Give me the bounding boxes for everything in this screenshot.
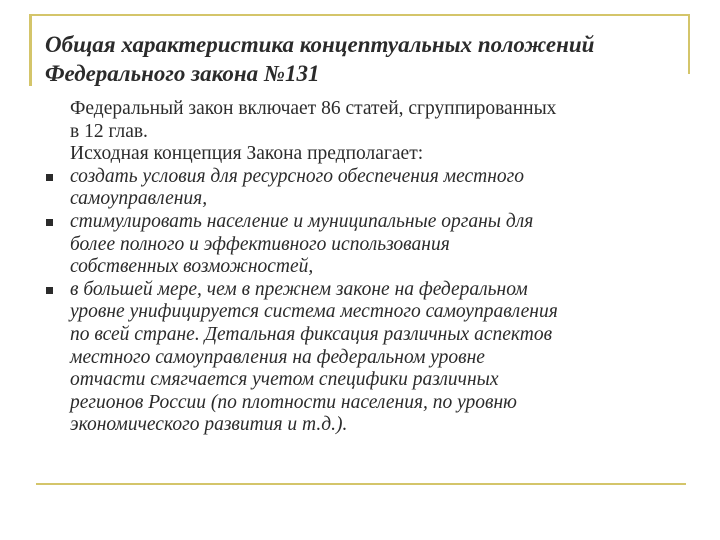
bullet-line: уровне унифицируется система местного самоуправления — [70, 301, 558, 323]
frame-line-right — [688, 14, 690, 74]
bullet-item — [46, 211, 676, 279]
body-paragraph — [46, 143, 676, 166]
bullet-line: отчасти смягчается учетом специфики различных — [70, 369, 499, 391]
bullet-line: местного самоуправления на федеральном уровне — [70, 346, 485, 368]
bullet-item — [46, 279, 676, 437]
square-bullet-icon — [46, 219, 53, 226]
bullet-line: экономического развития и т.д.). — [70, 414, 348, 436]
bullet-item — [46, 166, 676, 211]
bullet-line: самоуправления, — [70, 188, 208, 210]
square-bullet-icon — [46, 287, 53, 294]
frame-line-top — [29, 14, 690, 16]
bullet-line: собственных возможностей, — [70, 256, 314, 278]
bullet-line: по всей стране. Детальная фиксация различных аспектов — [70, 323, 553, 345]
bullet-line: стимулировать население и муниципальные органы для — [70, 210, 534, 232]
bullet-line: создать условия для ресурсного обеспечения местного — [70, 165, 525, 187]
body-paragraph — [46, 98, 676, 143]
paragraph-line: Исходная концепция Закона предполагает: — [70, 143, 424, 165]
paragraph-line: Федеральный закон включает 86 статей, сгруппированных — [70, 98, 557, 119]
frame-line-bottom — [36, 483, 686, 485]
slide-body — [46, 98, 676, 437]
bullet-line: в большей мере, чем в прежнем законе на федеральном — [70, 278, 528, 300]
square-bullet-icon — [46, 174, 53, 181]
slide-title-line: Общая характеристика концептуальных положений — [45, 32, 595, 57]
frame-line-left — [29, 14, 32, 86]
paragraph-line: в 12 глав. — [70, 120, 148, 142]
bullet-line: регионов России (по плотности населения, по уровню — [70, 391, 517, 413]
bullet-line: более полного и эффективного использования — [70, 233, 450, 255]
slide-title — [45, 30, 675, 88]
slide-title-line: Федерального закона №131 — [45, 61, 320, 86]
